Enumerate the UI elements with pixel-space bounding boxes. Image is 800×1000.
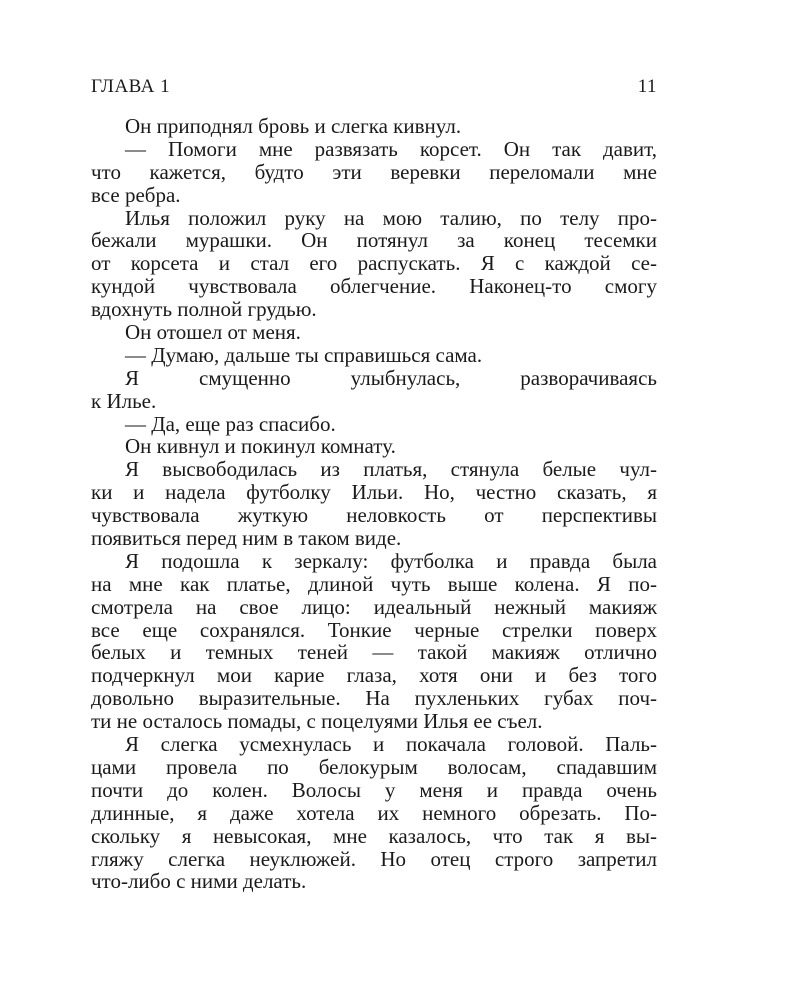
text-line: появиться перед ним в таком виде. xyxy=(91,526,402,551)
text-line: довольно выразительные. На пухленьких губах поч- xyxy=(91,686,657,711)
text-line: бежали мурашки. Он потянул за конец тесемки xyxy=(91,228,657,253)
text-line: что кажется, будто эти веревки переломали мне xyxy=(91,159,657,184)
text-line: все ребра. xyxy=(91,182,181,207)
text-line: — Думаю, дальше ты справишься сама. xyxy=(125,342,483,367)
text-line: гляжу слегка неуклюжей. Но отец строго запретил xyxy=(91,846,657,871)
text-line: смотрела на свое лицо: идеальный нежный макияж xyxy=(91,594,657,619)
text-line: белых и темных теней — такой макияж отлично xyxy=(91,640,657,665)
page-body-text xyxy=(91,115,657,893)
paragraph xyxy=(91,733,657,893)
paragraph xyxy=(91,344,657,367)
text-line: к Илье. xyxy=(91,388,157,413)
text-line: Илья положил руку на мою талию, по телу про- xyxy=(125,205,657,230)
text-line: подчеркнул мои карие глаза, хотя они и без того xyxy=(91,663,657,688)
text-line: на мне как платье, длиной чуть выше колена. Я по- xyxy=(91,571,657,596)
paragraph xyxy=(91,207,657,321)
text-line: Он приподнял бровь и слегка кивнул. xyxy=(125,114,462,138)
text-line: Я подошла к зеркалу: футболка и правда была xyxy=(125,548,657,573)
text-line: что-либо с ними делать. xyxy=(91,869,307,894)
text-line: скольку я невысокая, мне казалось, что так я вы- xyxy=(91,823,657,848)
text-line: кундой чувствовала облегчение. Наконец-то смогу xyxy=(91,274,657,299)
paragraph xyxy=(91,138,657,207)
text-line: длинные, я даже хотела их немного обрезать. По- xyxy=(91,800,657,825)
text-line: все еще сохранялся. Тонкие черные стрелки поверх xyxy=(91,617,657,642)
text-line: ки и надела футболку Ильи. Но, честно сказать, я xyxy=(91,480,657,505)
text-line: Я смущенно улыбнулась, разворачиваясь xyxy=(125,365,657,390)
text-line: почти до колен. Волосы у меня и правда очень xyxy=(91,777,657,802)
paragraph xyxy=(91,435,657,458)
page-number: 11 xyxy=(637,76,657,97)
text-line: — Да, еще раз спасибо. xyxy=(125,411,336,436)
paragraph xyxy=(91,413,657,436)
text-line: Он отошел от меня. xyxy=(125,320,301,345)
text-line: ти не осталось помады, с поцелуями Илья ее съел. xyxy=(91,709,543,734)
paragraph xyxy=(91,115,657,138)
text-line: Он кивнул и покинул комнату. xyxy=(125,434,396,459)
text-line: Я слегка усмехнулась и покачала головой. Паль- xyxy=(125,732,657,757)
paragraph xyxy=(91,367,657,413)
paragraph xyxy=(91,321,657,344)
text-line: Я высвободилась из платья, стянула белые чул- xyxy=(125,457,657,482)
text-line: чувствовала жуткую неловкость от перспективы xyxy=(91,503,657,528)
text-line: — Помоги мне развязать корсет. Он так давит, xyxy=(125,136,657,161)
text-line: цами провела по белокурым волосам, спадавшим xyxy=(91,754,657,779)
text-line: вдохнуть полной грудью. xyxy=(91,297,317,322)
paragraph xyxy=(91,550,657,733)
text-line: от корсета и стал его распускать. Я с каждой се- xyxy=(91,251,657,276)
chapter-title: ГЛАВА 1 xyxy=(91,76,171,97)
running-header xyxy=(91,76,657,100)
paragraph xyxy=(91,458,657,550)
